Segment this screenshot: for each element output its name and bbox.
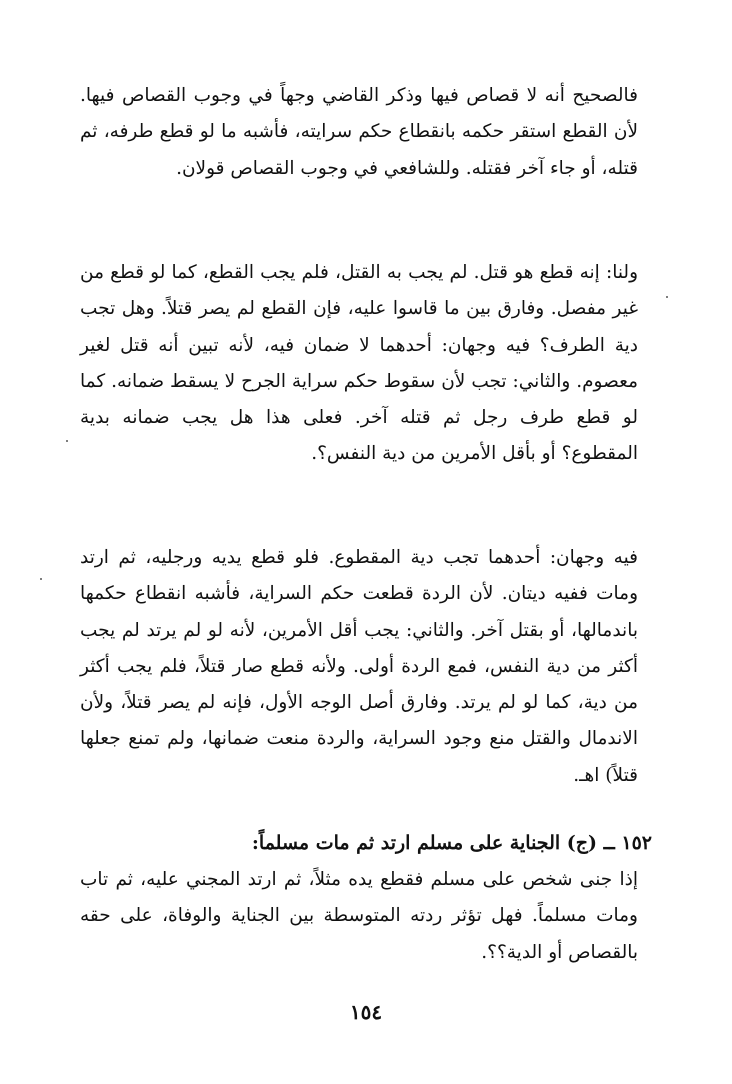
page-number: ١٥٤ (349, 1000, 383, 1024)
section-heading (80, 825, 652, 861)
section-number: ١٥٢ ــ (603, 832, 652, 854)
margin-mark (40, 578, 42, 580)
section-paragraph: إذا جنى شخص على مسلم فقطع يده مثلاً، ثم ارتد المجني عليه، ثم تاب ومات مسلماً. فهل تؤثر ردته المتوسطة بين الجناية والوفاة، على حقه بالقصاص أو الدية؟؟. (80, 869, 638, 963)
paragraph-1: فالصحيح أنه لا قصاص فيها وذكر القاضي وجهاً في وجوب القصاص فيها. لأن القطع استقر حكمه بانقطاع حكم سرايته، فأشبه ما لو قطع طرفه، ثم قتله، أو جاء آخر فقتله. وللشافعي في وجوب القصاص قولان. (80, 85, 638, 179)
margin-mark (66, 440, 68, 442)
paragraph-2: ولنا: إنه قطع هو قتل. لم يجب به القتل، فلم يجب القطع، كما لو قطع من غير مفصل. وفارق بين ما قاسوا عليه، فإن القطع لم يصر قتلاً. وهل تجب دية الطرف؟ فيه وجهان: أحدهما لا ضمان فيه، لأنه تبين أنه قتل لغير معصوم. والثاني: تجب لأن سقوط حكم سراية الجرح لا يسقط ضمانه. كما لو قطع طرف رجل ثم قتله آخر. فعلى هذا هل يجب ضمانه بدية المقطوع؟ أو بأقل الأمرين من دية النفس؟. (80, 262, 638, 465)
section-title: (ج) الجناية على مسلم ارتد ثم مات مسلماً: (251, 832, 597, 854)
paragraph-3: فيه وجهان: أحدهما تجب دية المقطوع. فلو قطع يديه ورجليه، ثم ارتد ومات ففيه ديتان. لأن الردة قطعت حكم السراية، فأشبه انقطاع حكمها باندمالها، أو بقتل آخر. والثاني: يجب أقل الأمرين، لأنه لو لم يرتد لم يجب أكثر من دية النفس، فمع الردة أولى. ولأنه قطع صار قتلاً، فلم يجب أكثر من دية، كما لو لم يرتد. وفارق أصل الوجه الأول، فإنه لم يصر قتلاً، ولأن الاندمال والقتل منع وجود السراية، والردة منعت ضمانها، ولم تمنع جعلها قتلاً) اهـ. (80, 547, 638, 786)
margin-mark (666, 296, 668, 298)
